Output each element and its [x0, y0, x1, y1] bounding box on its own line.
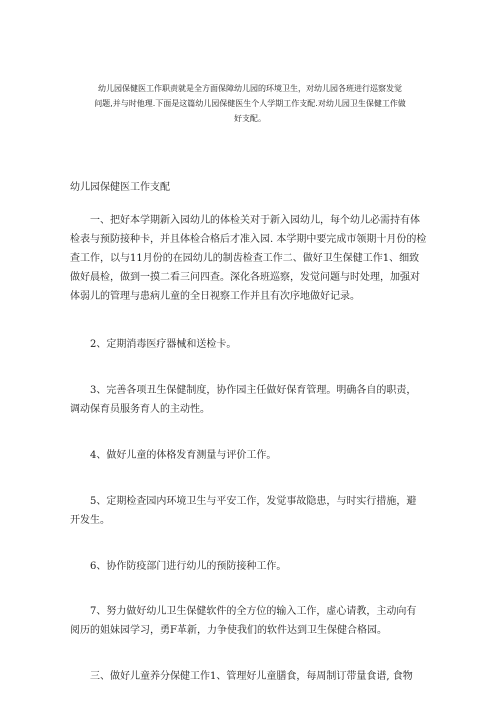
paragraph-line: 一、把好本学期新入园幼儿的体检关对于新入园幼儿，每个幼儿必需持有体 [90, 215, 420, 226]
paragraph-line: 阅历的姐妹园学习，勇F革新，力争使我们的软件达到卫生保健合格园。 [70, 625, 387, 636]
paragraph-line: 体弱儿的管理与患病儿童的全日视察工作并且有次序地做好记录。 [70, 291, 360, 302]
paragraph-line: 5、定期检查园内环境卫生与平安工作，发觉事故隐患，与时实行措施，避 [90, 496, 417, 507]
paragraph-line: 做好晨检，做到一摸二看三问四查。深化各班巡察，发觉问题与时处理，加强对 [70, 272, 420, 283]
summary-line: 问题,并与时他理.下面是这篇幼儿园保健医生个人学期工作支配.对幼儿园卫生保健工作做 [94, 99, 406, 108]
paragraph-line: 检表与预防接种卡，并且体检合格后才准入园. 本学期中要完成市领期十月份的检 [70, 234, 427, 245]
paragraph-3 [70, 381, 432, 419]
paragraph-line: 查工作，以与11月份的在园幼儿的制齿检查工作二、做好卫生保健工作1、细致 [70, 253, 420, 264]
paragraph-line: 7、努力做好幼儿卫生保健软件的全方位的输入工作，虚心请教，主动向有 [90, 606, 417, 617]
paragraph-2 [70, 335, 432, 354]
summary-line: 幼儿园保健医工作职责就是全方面保障幼儿园的环境卫生，对幼儿园各班进行巡察发觉 [98, 84, 402, 93]
document-title: 幼儿园保健医工作支配 [70, 182, 170, 193]
paragraph-4 [70, 446, 432, 465]
paragraph-line: 三、做好儿童养分保健工作1、管理好儿童膳食，每周制订带量食谱, 食物 [90, 671, 413, 682]
paragraph-line: 6、协作防疫部门进行幼儿的预防接种工作。 [90, 561, 287, 572]
paragraph-5 [70, 492, 432, 530]
paragraph-line: 3、完善各项丑生保健制度，协作园主任做好保育管理。明确各自的职责， [90, 385, 417, 396]
paragraph-line: 调动保育员服务育人的主动性。 [70, 404, 210, 415]
paragraph-8 [70, 667, 432, 686]
document-summary [84, 81, 416, 126]
paragraph-7 [70, 602, 432, 640]
paragraph-line: 开发生。 [70, 515, 110, 526]
summary-line: 好支配。 [234, 114, 266, 123]
paragraph-line: 4、做好儿童的体格发育测量与评价工作。 [90, 450, 277, 461]
paragraph-line: 2、定期消毒医疗器械和送检卡。 [90, 339, 237, 350]
paragraph-1 [70, 211, 432, 306]
paragraph-6 [70, 557, 432, 576]
